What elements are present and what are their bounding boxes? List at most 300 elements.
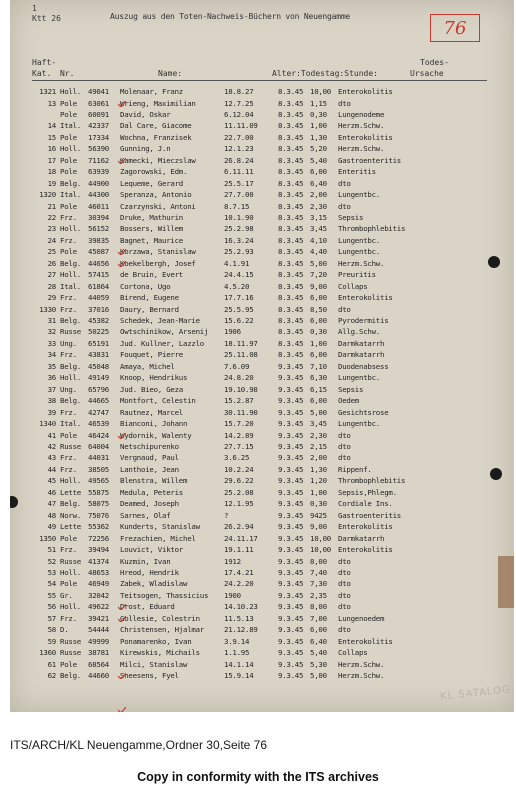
cell-cause: Herzm.Schw.: [338, 144, 385, 154]
cell-name: Netschipurenko: [120, 441, 179, 451]
cell-date: 19.10.98: [224, 384, 258, 394]
table-row: [30, 189, 492, 200]
cell-cause: Darmkatarrh: [338, 533, 385, 543]
cell-cause: Lungentbc.: [338, 190, 380, 200]
cell-num: 56390: [88, 144, 109, 154]
cell-num: 71162: [88, 155, 109, 165]
table-row: [30, 544, 492, 555]
cell-num: 49565: [88, 476, 109, 486]
cell-name: Vergnaud, Paul: [120, 453, 179, 463]
cell-hour: 1,00: [310, 487, 327, 497]
cell-nat: Frz.: [60, 464, 77, 474]
table-row: [30, 349, 492, 360]
header-todes: Todes-: [420, 58, 449, 67]
cell-date: 11.11.09: [224, 121, 258, 131]
cell-hour: 7,10: [310, 361, 327, 371]
cell-death: 8.3.45: [278, 98, 304, 108]
cell-cause: Allg.Schw.: [338, 327, 380, 337]
source-citation: ITS/ARCH/KL Neuengamme,Ordner 30,Seite 76: [10, 738, 268, 752]
cell-num: 32042: [88, 590, 109, 600]
cell-cause: dto: [338, 201, 351, 211]
cell-name: Kamecki, Mieczslaw: [120, 155, 196, 165]
header-ursache: Ursache: [410, 69, 444, 78]
cell-date: 1.1.95: [224, 648, 250, 657]
cell-death: 9.3.45: [278, 373, 304, 383]
cell-nr: 42: [47, 441, 56, 451]
cell-cause: Lungenoedem: [338, 613, 385, 623]
cell-death: 9.3.45: [278, 384, 304, 394]
cell-nr: 37: [47, 384, 56, 394]
header-haft: Haft-: [32, 58, 57, 67]
cell-num: 58075: [88, 499, 109, 509]
cell-hour: 2,30: [310, 201, 327, 211]
cell-num: 68564: [88, 659, 109, 669]
cell-death: 9.3.45: [278, 407, 304, 417]
cell-date: 15.7.20: [224, 419, 254, 428]
cell-death: 9.3.45: [278, 590, 304, 600]
cell-nat: Gr.: [60, 590, 73, 600]
cell-death: 9.3.45: [278, 361, 304, 371]
table-row: [30, 281, 492, 292]
cell-num: 64004: [88, 441, 109, 451]
red-checkmark-icon: [118, 616, 126, 622]
cell-nr: 51: [47, 545, 56, 554]
cell-death: 8.3.45: [278, 132, 304, 142]
cell-date: 6.11.11: [224, 167, 254, 177]
cell-date: 3.6.25: [224, 453, 250, 463]
cell-nat: Ung.: [60, 338, 77, 348]
cell-num: 63939: [88, 167, 109, 177]
cell-hour: 4,10: [310, 235, 327, 245]
cell-num: 75076: [88, 510, 109, 520]
cell-nat: Ital.: [60, 121, 81, 131]
cell-name: Knoop, Hendrikus: [120, 373, 188, 383]
cell-nat: D.: [60, 625, 69, 635]
table-row: [30, 498, 492, 509]
red-checkmark-icon: [118, 604, 126, 610]
cell-num: 48653: [88, 567, 109, 577]
cell-death: 8.3.45: [278, 316, 304, 325]
cell-cause: dto: [338, 602, 351, 612]
cell-name: Zabek, Wladislaw: [120, 579, 188, 589]
table-row: [30, 670, 492, 681]
table-row: [30, 601, 492, 612]
cell-name: Kuzmin, Ivan: [120, 556, 171, 566]
cell-death: 9.3.45: [278, 510, 304, 520]
cell-cause: Lungentbc.: [338, 235, 380, 245]
cell-name: Montfort, Celestin: [120, 396, 196, 406]
cell-nat: Frz.: [60, 304, 77, 314]
cell-nr: 59: [47, 636, 56, 646]
cell-num: 65796: [88, 384, 109, 394]
cell-hour: 1,00: [310, 338, 327, 348]
cell-nr: 52: [47, 556, 56, 566]
cell-name: David, Oskar: [120, 109, 171, 119]
cell-name: Sarnes, Olaf: [120, 510, 171, 520]
table-row: [30, 315, 492, 326]
cell-hour: 2,15: [310, 441, 327, 451]
cell-nr: 46: [47, 487, 56, 497]
cell-num: 72256: [88, 533, 109, 543]
table-row: [30, 636, 492, 647]
cell-death: 8.3.45: [278, 247, 304, 257]
cell-death: 9.3.45: [278, 499, 304, 509]
cell-nat: Belg.: [60, 396, 81, 406]
cell-cause: Collaps: [338, 648, 368, 657]
header-alter: Alter:Todestag:Stunde:: [272, 69, 378, 78]
cell-hour: 3,45: [310, 224, 327, 234]
cell-cause: Rippenf.: [338, 464, 372, 474]
table-row: [30, 372, 492, 383]
cell-death: 9.3.45: [278, 625, 304, 635]
cell-nat: Frz.: [60, 407, 77, 417]
cell-cause: Pyrodermitis: [338, 316, 389, 325]
cell-name: Blenstra, Willem: [120, 476, 188, 486]
cell-nr: 1340: [39, 419, 56, 428]
cell-death: 8.3.45: [278, 270, 304, 280]
cell-name: Wochna, Franzisek: [120, 132, 192, 142]
cell-date: 3.9.14: [224, 636, 250, 646]
punch-hole: [488, 256, 500, 268]
cell-nat: Pole: [60, 430, 77, 440]
table-row: [30, 132, 492, 143]
cell-date: 25.5.17: [224, 178, 254, 188]
cell-cause: Darmkatarrh: [338, 338, 385, 348]
cell-nat: Frz.: [60, 212, 77, 222]
cell-nat: Belg.: [60, 499, 81, 509]
cell-date: 25.2.08: [224, 487, 254, 497]
cell-nat: Pole: [60, 132, 77, 142]
cell-name: Deamed, Joseph: [120, 499, 179, 509]
cell-hour: 1,15: [310, 98, 327, 108]
table-row: [30, 166, 492, 177]
cell-date: 14.1.14: [224, 659, 254, 669]
cell-name: Czarzynski, Antoni: [120, 201, 196, 211]
cell-nr: 17: [47, 155, 56, 165]
cell-hour: 8,00: [310, 602, 327, 612]
cell-date: 18.8.27: [224, 87, 254, 96]
cell-date: 26.2.94: [224, 522, 254, 532]
table-row: [30, 304, 492, 315]
cell-nr: 1321: [39, 87, 56, 96]
cell-nat: Belg.: [60, 361, 81, 371]
cell-nr: 62: [47, 670, 56, 680]
table-row: [30, 235, 492, 246]
cell-hour: 2,35: [310, 590, 327, 600]
cell-nr: 53: [47, 567, 56, 577]
cell-nr: 58: [47, 625, 56, 635]
cell-nat: Holl.: [60, 270, 81, 280]
cell-death: 9.3.45: [278, 602, 304, 612]
cell-nat: Belg.: [60, 316, 81, 325]
table-row: [30, 338, 492, 349]
table-row: [30, 418, 492, 429]
cell-nat: Holl.: [60, 224, 81, 234]
table-row: [30, 556, 492, 567]
cell-num: 63061: [88, 98, 109, 108]
header-nr: Nr.: [60, 69, 75, 78]
cell-cause: Collaps: [338, 281, 368, 291]
table-row: [30, 521, 492, 532]
cell-date: 26.8.24: [224, 155, 254, 165]
cell-num: 30394: [88, 212, 109, 222]
cell-date: 27.7.15: [224, 441, 254, 451]
cell-name: Koekelbergh, Josef: [120, 258, 196, 268]
cell-cause: dto: [338, 430, 351, 440]
cell-hour: 8,50: [310, 304, 327, 314]
cell-num: 60091: [88, 109, 109, 119]
cell-death: 8.3.45: [278, 167, 304, 177]
cell-hour: 5,30: [310, 659, 327, 669]
table-row: [30, 178, 492, 189]
cell-num: 49622: [88, 602, 109, 612]
cell-death: 8.3.45: [278, 178, 304, 188]
archive-stamp: KL SATALOG: [439, 684, 512, 703]
cell-nr: 54: [47, 579, 56, 589]
cell-cause: Herzm.Schw.: [338, 121, 385, 131]
cell-nr: 33: [47, 338, 56, 348]
cell-hour: 7,00: [310, 613, 327, 623]
cell-num: 44656: [88, 258, 109, 268]
cell-name: Druke, Mathurin: [120, 212, 183, 222]
cell-death: 9.3.45: [278, 419, 304, 428]
cell-nr: 14: [47, 121, 56, 131]
cell-nr: 26: [47, 258, 56, 268]
cell-date: 12.1.23: [224, 144, 254, 154]
cell-date: 17.7.16: [224, 293, 254, 303]
cell-nat: Pole: [60, 109, 77, 119]
cell-cause: Gastroenteritis: [338, 510, 401, 520]
header-rule: [32, 80, 487, 81]
cell-hour: 7,40: [310, 567, 327, 577]
cell-name: Bossers, Willem: [120, 224, 183, 234]
cell-name: Ponamarenko, Ivan: [120, 636, 192, 646]
cell-death: 8.3.45: [278, 212, 304, 222]
cell-hour: 6,00: [310, 293, 327, 303]
cell-hour: 1,30: [310, 464, 327, 474]
cell-name: Bianconi, Johann: [120, 419, 188, 428]
table-row: [30, 269, 492, 280]
cell-date: 6.12.04: [224, 109, 254, 119]
cell-cause: Cordiale Ins.: [338, 499, 393, 509]
cell-nat: Holl.: [60, 476, 81, 486]
cell-num: 42747: [88, 407, 109, 417]
cell-name: Teitsogen, Thassicius: [120, 590, 209, 600]
cell-nr: 1350: [39, 533, 56, 543]
cell-death: 8.3.45: [278, 258, 304, 268]
cell-date: 12.1.95: [224, 499, 254, 509]
table-row: [30, 326, 492, 337]
red-checkmark-icon: [118, 433, 126, 439]
cell-nat: Pole: [60, 579, 77, 589]
cell-nat: Pole: [60, 659, 77, 669]
cell-name: Kunderts, Stanislaw: [120, 522, 200, 532]
cell-nr: 39: [47, 407, 56, 417]
cell-hour: 2,00: [310, 453, 327, 463]
red-checkmark-icon: [118, 101, 126, 107]
cell-hour: 6,40: [310, 636, 327, 646]
red-checkmark-icon: [118, 261, 126, 267]
table-row: [30, 613, 492, 624]
cell-name: Jud. Kullner, Lazzlo: [120, 338, 204, 348]
cell-hour: 10,00: [310, 545, 331, 554]
cell-nr: 57: [47, 613, 56, 623]
cell-death: 8.3.45: [278, 109, 304, 119]
cell-nat: Belg.: [60, 670, 81, 680]
cell-date: 25.2.98: [224, 224, 254, 234]
cell-date: 18.11.97: [224, 338, 258, 348]
cell-date: 16.3.24: [224, 235, 254, 245]
cell-num: 42337: [88, 121, 109, 131]
red-checkmark-icon: [118, 707, 126, 712]
cell-num: 49149: [88, 373, 109, 383]
table-row: [30, 109, 492, 120]
cell-death: 9.3.45: [278, 476, 304, 486]
table-row: [30, 590, 492, 601]
cell-death: 9.3.45: [278, 545, 304, 554]
cell-hour: 0,30: [310, 109, 327, 119]
cell-num: 46949: [88, 579, 109, 589]
cell-num: 17334: [88, 132, 109, 142]
cell-num: 55875: [88, 487, 109, 497]
cell-nr: 16: [47, 144, 56, 154]
cell-num: 46424: [88, 430, 109, 440]
cell-nat: Frz.: [60, 453, 77, 463]
cell-nr: 1330: [39, 304, 56, 314]
cell-date: 1912: [224, 556, 241, 566]
table-row: [30, 452, 492, 463]
table-row: [30, 201, 492, 212]
cell-num: 54444: [88, 625, 109, 635]
cell-name: Rautnez, Marcel: [120, 407, 183, 417]
cell-death: 8.3.45: [278, 224, 304, 234]
cell-num: 65191: [88, 338, 109, 348]
cell-num: 45382: [88, 316, 109, 325]
cell-nr: 15: [47, 132, 56, 142]
page-number-stamp: 76: [430, 14, 480, 42]
cell-date: 4.5.20: [224, 281, 250, 291]
cell-date: 17.4.21: [224, 567, 254, 577]
cell-nr: 34: [47, 350, 56, 360]
table-row: [30, 98, 492, 109]
cell-num: 49999: [88, 636, 109, 646]
cell-nr: 56: [47, 602, 56, 612]
cell-nr: 29: [47, 293, 56, 303]
cell-date: 27.7.00: [224, 190, 254, 200]
cell-num: 43831: [88, 350, 109, 360]
cell-nat: Holl.: [60, 602, 81, 612]
cell-num: 44660: [88, 670, 109, 680]
cell-num: 55362: [88, 522, 109, 532]
cell-date: 24.8.20: [224, 373, 254, 383]
cell-cause: dto: [338, 441, 351, 451]
cell-num: 44900: [88, 178, 109, 188]
cell-name: Medula, Peteris: [120, 487, 183, 497]
cell-nr: 43: [47, 453, 56, 463]
cell-num: 44059: [88, 293, 109, 303]
cell-cause: Enteritis: [338, 167, 376, 177]
cell-name: Zagorowski, Edm.: [120, 167, 188, 177]
cell-death: 9.3.45: [278, 579, 304, 589]
cell-name: Bagnet, Maurice: [120, 235, 183, 245]
cell-nr: 48: [47, 510, 56, 520]
cell-hour: 6,00: [310, 350, 327, 360]
cell-nat: Pole: [60, 155, 77, 165]
cell-hour: 3,15: [310, 212, 327, 222]
cell-name: Korzawa, Stanislaw: [120, 247, 196, 257]
cell-name: Louvict, Viktor: [120, 545, 183, 554]
cell-death: 9.3.45: [278, 533, 304, 543]
table-row: [30, 246, 492, 257]
cell-death: 8.3.45: [278, 121, 304, 131]
cell-cause: dto: [338, 567, 351, 577]
cell-name: Gollesie, Colestrin: [120, 613, 200, 623]
cell-hour: 7,30: [310, 579, 327, 589]
file-reference: 1 Ktt 26: [32, 4, 61, 23]
cell-date: 25.2.93: [224, 247, 254, 257]
cell-date: 24.4.15: [224, 270, 254, 280]
cell-nat: Pole: [60, 247, 77, 257]
cell-num: 39835: [88, 235, 109, 245]
cell-date: 29.6.22: [224, 476, 254, 486]
cell-death: 9.3.45: [278, 464, 304, 474]
cell-death: 8.3.45: [278, 155, 304, 165]
cell-hour: 6,40: [310, 178, 327, 188]
cell-nr: 31: [47, 316, 56, 325]
cell-date: 4.1.91: [224, 258, 250, 268]
cell-hour: 2,00: [310, 190, 327, 200]
cell-date: 11.5.13: [224, 613, 254, 623]
cell-date: 30.11.90: [224, 407, 258, 417]
cell-num: 50225: [88, 327, 109, 337]
cell-hour: 3,45: [310, 419, 327, 428]
cell-death: 9.3.45: [278, 613, 304, 623]
document-scan: [10, 0, 514, 712]
cell-name: Milci, Stanislaw: [120, 659, 188, 669]
cell-death: 9.3.45: [278, 670, 304, 680]
cell-death: 9.3.45: [278, 441, 304, 451]
cell-hour: 6,15: [310, 384, 327, 394]
cell-date: 15.6.22: [224, 316, 254, 325]
red-checkmark-icon: [118, 673, 126, 679]
cell-cause: Thrombophlebitis: [338, 476, 406, 486]
table-row: [30, 361, 492, 372]
cell-hour: 8,00: [310, 556, 327, 566]
cell-name: Frezachien, Michel: [120, 533, 196, 543]
cell-hour: 6,00: [310, 316, 327, 325]
cell-name: Daury, Bernard: [120, 304, 179, 314]
cell-nr: 55: [47, 590, 56, 600]
table-row: [30, 624, 492, 635]
cell-nr: 49: [47, 522, 56, 532]
cell-date: 25.11.08: [224, 350, 258, 360]
cell-date: 10.2.24: [224, 464, 254, 474]
conformity-note: Copy in conformity with the ITS archives: [137, 770, 379, 784]
table-row: [30, 395, 492, 406]
cell-nat: Frz.: [60, 545, 77, 554]
cell-nr: 23: [47, 224, 56, 234]
cell-cause: Oedem: [338, 396, 359, 406]
cell-cause: dto: [338, 625, 351, 635]
cell-name: Hreod, Hendrik: [120, 567, 179, 577]
cell-name: Owtschinikow, Arsenij: [120, 327, 209, 337]
cell-cause: dto: [338, 590, 351, 600]
cell-death: 9.3.45: [278, 453, 304, 463]
table-row: [30, 120, 492, 131]
cell-hour: 1,00: [310, 121, 327, 131]
cell-hour: 6,30: [310, 373, 327, 383]
cell-hour: 1,20: [310, 476, 327, 486]
